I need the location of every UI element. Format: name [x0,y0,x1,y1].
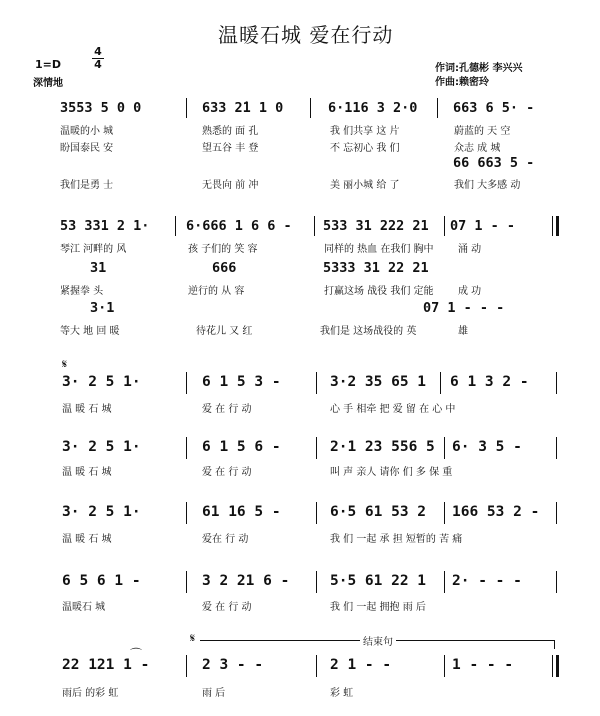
lyric-3c: 心 手 相牵 把 爱 留 在 心 中 [330,404,456,415]
measure-27-notes: 2 1 - - [330,657,392,673]
lyric-4a: 温 暖 石 城 [62,467,112,478]
fermata-mark: ⌒ [130,647,143,661]
alt-notes-1: 66 663 5 - [453,155,535,171]
measure-5-notes: 53 331 2 1· [60,218,150,234]
lyric-2-line-2a: 紧握拳 头 [60,286,104,297]
lyric-2-line-1d: 涌 动 [458,244,482,255]
lyric-3b: 爱 在 行 动 [202,404,252,415]
measure-7-notes: 533 31 222 21 [323,218,429,234]
key-label: 1=D [35,58,62,71]
alt-notes-2a: 31 [90,260,107,276]
measure-16-notes: 6· 3 5 - [452,439,522,455]
measure-15-notes: 2·1 23 556 5 [330,439,435,455]
measure-2-notes: 633 2̇1 1 0 [202,100,284,116]
lyric-7b: 雨 后 [202,688,226,699]
alt-notes-3a: 3·1 [90,300,115,316]
song-title: 温暖石城 爱在行动 [218,23,394,47]
measure-6-notes: 6·666 1 6 6 - [186,218,292,234]
lyric-line-3a: 我们是勇 士 [60,180,114,191]
lyric-5a: 温 暖 石 城 [62,534,112,545]
lyric-2-line-3a: 等大 地 回 暖 [60,326,120,337]
lyric-6c: 我 们 一起 拥抱 雨 后 [330,602,426,613]
lyric-7c: 彩 虹 [330,688,354,699]
measure-19-notes: 6·5 61 53 2 [330,504,427,520]
measure-26-notes: 2 3 - - [202,657,264,673]
lyric-7a: 雨后 的彩 虹 [62,688,119,699]
measure-10-notes: 6 1 5 3 - [202,374,281,390]
measure-17-notes: 3· 2 5 1· [62,504,141,520]
lyric-2-line-3c: 我们是 这场战役的 英 [320,326,417,337]
measure-3-notes: 6·116 3 2·0 [328,100,418,116]
lyric-2-line-2b: 逆行的 从 容 [188,286,245,297]
alt-notes-2b: 666 [212,260,237,276]
lyric-line-1d: 蔚蓝的 天 空 [454,126,511,137]
measure-22-notes: 3 2 21 6 - [202,573,290,589]
lyric-line-3d: 我们 大多感 动 [454,180,521,191]
measure-12-notes: 6 1 3 2 - [450,374,529,390]
measure-21-notes: 6 5 6 1 - [62,573,141,589]
lyric-5b: 爱在 行 动 [202,534,249,545]
measure-14-notes: 6 1 5 6 - [202,439,281,455]
lyric-2-line-3b: 待花儿 又 红 [196,326,253,337]
alt-notes-2c: 5333 31 22 21 [323,260,429,276]
lyric-2-line-1b: 孩 子们的 笑 容 [188,244,258,255]
lyric-4b: 爱 在 行 动 [202,467,252,478]
measure-13-notes: 3· 2 5 1· [62,439,141,455]
measure-28-notes: 1 - - - [452,657,514,673]
lyric-2-line-1a: 琴江 河畔的 风 [60,244,127,255]
composer-credit: 作曲:赖密玲 [435,77,489,88]
measure-25-notes: 22 121 1 - [62,657,150,673]
segno-mark-2: 𝄋 [190,631,196,645]
lyric-line-2a: 盼国泰民 安 [60,143,114,154]
time-signature-top: 4 [94,45,102,58]
lyric-line-3b: 无畏向 前 冲 [202,180,259,191]
lyric-line-1c: 我 们共享 这 片 [330,126,400,137]
lyric-2-line-2d: 成 功 [458,286,482,297]
lyric-line-2c: 不 忘初心 我 们 [330,143,400,154]
lyric-line-2d: 众志 成 城 [454,143,501,154]
measure-1-notes: 3553 5 0 0 [60,100,142,116]
segno-mark: 𝄋 [62,357,68,371]
lyric-2-line-3d: 雄 [458,326,468,337]
lyric-line-2b: 望五谷 丰 登 [202,143,259,154]
measure-24-notes: 2· - - - [452,573,522,589]
lyric-line-1a: 温暖的小 城 [60,126,114,137]
lyric-6a: 温暖石 城 [62,602,106,613]
measure-18-notes: 61 16 5 - [202,504,281,520]
lyric-line-3c: 美 丽小城 给 了 [330,180,400,191]
lyric-5c: 我 们 一起 承 担 短暂的 苦 痛 [330,534,463,545]
measure-9-notes: 3· 2 5 1· [62,374,141,390]
key-signature [35,58,61,71]
measure-20-notes: 166 53 2 - [452,504,540,520]
lyric-2-line-1c: 同样的 热血 在我们 胸中 [324,244,434,255]
lyric-6b: 爱 在 行 动 [202,602,252,613]
measure-8-notes: 07 1 - - [450,218,516,234]
lyricist-credit: 作词:孔德彬 李兴兴 [435,63,523,74]
ending-label: 结束句 [360,633,396,648]
measure-23-notes: 5·5 61 22 1 [330,573,427,589]
measure-11-notes: 3·2 35 65 1 [330,374,427,390]
lyric-4c: 叫 声 亲人 请你 们 多 保 重 [330,467,453,478]
time-signature [92,47,104,70]
expression-mark: 深情地 [33,78,63,89]
lyric-line-1b: 熟悉的 面 孔 [202,126,259,137]
lyric-3a: 温 暖 石 城 [62,404,112,415]
time-signature-bottom: 4 [94,58,102,71]
lyric-2-line-2c: 打赢这场 战役 我们 定能 [324,286,434,297]
measure-4-notes: 663 6 5· - [453,100,535,116]
alt-notes-3b: 07 1 - - - [423,300,505,316]
